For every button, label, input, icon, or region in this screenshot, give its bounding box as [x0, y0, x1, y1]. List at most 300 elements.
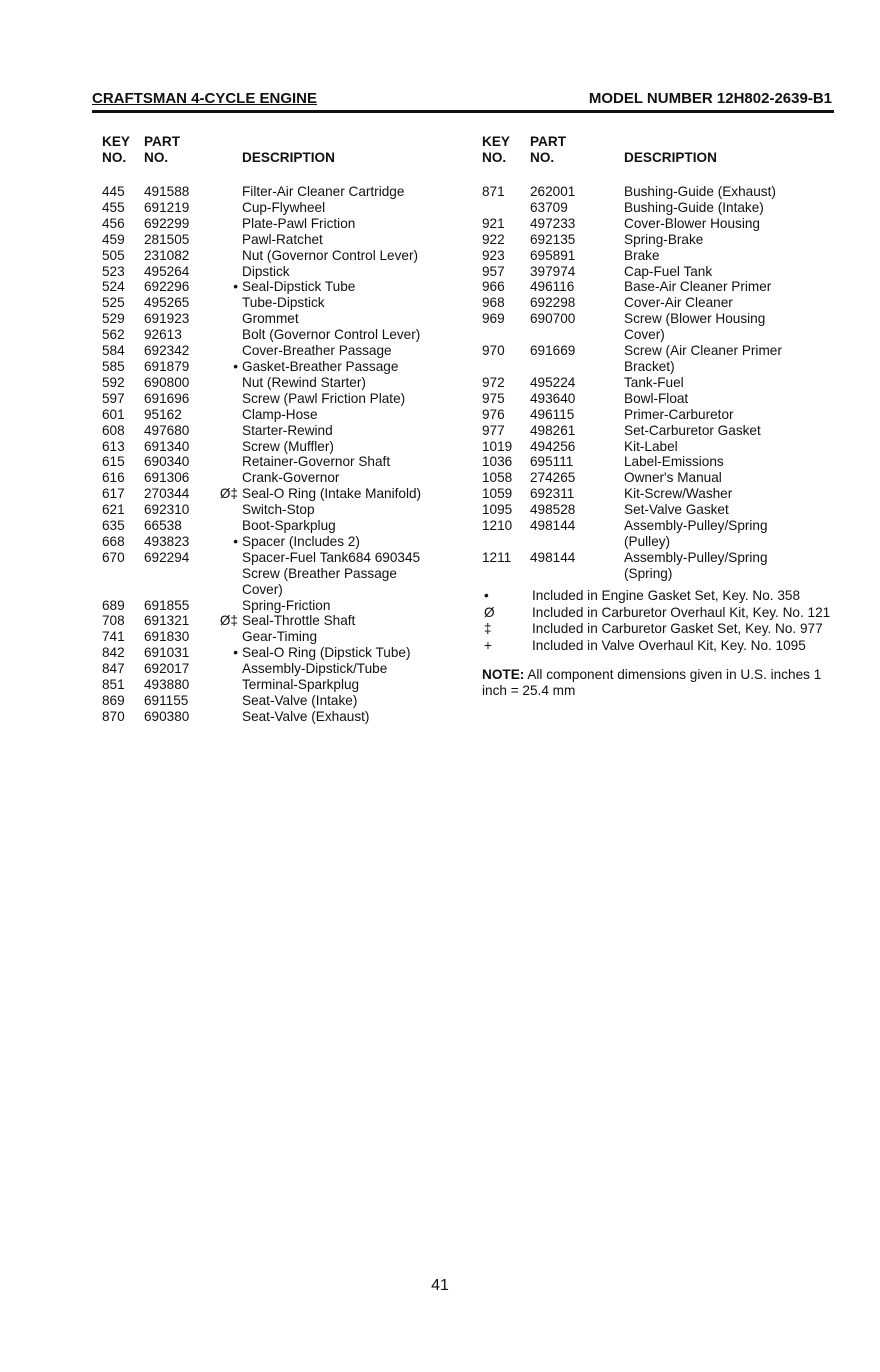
description-line: Screw (Air Cleaner Primer — [624, 343, 782, 359]
part-description — [242, 550, 472, 598]
part-description — [242, 248, 472, 264]
table-row — [482, 518, 842, 550]
key-number: 689 — [102, 597, 125, 613]
key-number: 851 — [102, 677, 125, 693]
description-line: Pawl-Ratchet — [242, 231, 323, 247]
legend-item — [482, 588, 842, 604]
key-number: 977 — [482, 422, 505, 438]
part-number: 695891 — [530, 247, 576, 263]
key-number: 1058 — [482, 470, 513, 486]
key-number: 741 — [102, 629, 125, 645]
part-number: 498144 — [530, 518, 576, 534]
table-row — [482, 264, 842, 280]
kit-marker: • — [233, 533, 238, 549]
column-header — [102, 134, 472, 172]
table-row — [102, 598, 472, 614]
part-number: 692298 — [530, 295, 576, 311]
description-header: DESCRIPTION — [242, 150, 335, 165]
key-header-line1: KEY — [102, 134, 130, 149]
parts-column-left — [102, 134, 472, 725]
part-number: 262001 — [530, 184, 576, 199]
part-description — [242, 327, 472, 343]
part-description — [242, 407, 472, 423]
description-line: Seal-O Ring (Intake Manifold) — [242, 486, 422, 502]
description-line: Tube-Dipstick — [242, 295, 325, 311]
table-row — [102, 534, 472, 550]
description-line: Grommet — [242, 311, 299, 327]
description-line: Assembly-Pulley/Spring — [624, 518, 768, 534]
part-description — [242, 423, 472, 439]
key-number: 621 — [102, 502, 125, 518]
part-description — [242, 232, 472, 248]
legend-symbol: + — [484, 638, 492, 654]
description-line: (Spring) — [624, 565, 673, 581]
description-line: Cap-Fuel Tank — [624, 263, 713, 279]
table-row — [102, 454, 472, 470]
kit-marker: Ø‡ — [219, 486, 238, 502]
key-header-line2: NO. — [482, 150, 507, 165]
key-number: 445 — [102, 184, 125, 199]
table-row — [102, 613, 472, 629]
key-number: 1059 — [482, 486, 513, 502]
description-line: Tank-Fuel — [624, 374, 684, 390]
part-number: 498261 — [530, 422, 576, 438]
table-row — [482, 200, 842, 216]
key-number: 969 — [482, 311, 505, 327]
description-line: Clamp-Hose — [242, 406, 318, 422]
key-number: 608 — [102, 422, 125, 438]
part-description — [624, 391, 842, 407]
key-number: 670 — [102, 549, 125, 565]
part-number: 493823 — [144, 533, 190, 549]
description-line: Seal-Throttle Shaft — [242, 613, 356, 629]
part-number: 691830 — [144, 629, 190, 645]
table-row — [482, 391, 842, 407]
key-number: 869 — [102, 693, 125, 708]
table-row — [482, 550, 842, 582]
part-number: 231082 — [144, 247, 190, 263]
kit-marker: Ø‡ — [219, 613, 238, 629]
legend-item — [482, 621, 842, 637]
part-header-line1: PART — [530, 134, 566, 149]
legend-text: Included in Engine Gasket Set, Key. No. 358 — [532, 587, 801, 603]
part-number: 498528 — [530, 502, 576, 518]
column-header — [482, 134, 842, 172]
part-description — [242, 295, 472, 311]
description-line: Set-Valve Gasket — [624, 502, 729, 518]
part-description — [242, 693, 472, 709]
key-number: 1036 — [482, 454, 513, 470]
table-row — [102, 693, 472, 709]
description-line: Seat-Valve (Intake) — [242, 693, 358, 708]
legend-item — [482, 638, 842, 654]
part-number: 692342 — [144, 343, 190, 359]
table-row — [482, 502, 842, 518]
part-description — [624, 216, 842, 232]
part-number: 491588 — [144, 184, 190, 199]
key-number: 968 — [482, 295, 505, 311]
part-number: 691855 — [144, 597, 190, 613]
description-line: Bushing-Guide (Exhaust) — [624, 184, 776, 199]
part-number: 691321 — [144, 613, 190, 629]
part-description — [624, 502, 842, 518]
key-number: 972 — [482, 374, 505, 390]
description-line: Spacer-Fuel Tank684 690345 — [242, 549, 421, 565]
table-row — [102, 470, 472, 486]
part-description — [624, 375, 842, 391]
part-number: 692311 — [530, 486, 575, 502]
part-number: 496116 — [530, 279, 575, 295]
kit-marker: • — [233, 645, 238, 661]
part-number: 691031 — [144, 645, 190, 661]
part-number: 691219 — [144, 199, 190, 215]
part-number: 495224 — [530, 374, 576, 390]
description-line: Seal-O Ring (Dipstick Tube) — [242, 645, 411, 661]
note — [482, 667, 842, 699]
key-number: 562 — [102, 327, 125, 343]
part-number: 63709 — [530, 199, 568, 215]
table-row — [102, 439, 472, 455]
legend-text: Included in Valve Overhaul Kit, Key. No. 1095 — [532, 638, 806, 654]
description-line: Assembly-Dipstick/Tube — [242, 661, 388, 677]
part-number: 692017 — [144, 661, 190, 677]
part-number: 690700 — [530, 311, 576, 327]
table-row — [482, 423, 842, 439]
part-description — [242, 343, 472, 359]
part-description — [242, 279, 472, 295]
part-number: 691696 — [144, 390, 190, 406]
key-number: 708 — [102, 613, 125, 629]
part-description — [242, 311, 472, 327]
description-line: Boot-Sparkplug — [242, 518, 336, 534]
table-row — [102, 645, 472, 661]
part-description — [242, 391, 472, 407]
key-number: 456 — [102, 215, 125, 231]
description-line: Set-Carburetor Gasket — [624, 422, 761, 438]
part-number: 692135 — [530, 231, 576, 247]
key-number: 459 — [102, 231, 125, 247]
description-line: Assembly-Pulley/Spring — [624, 549, 768, 565]
part-description — [242, 439, 472, 455]
part-description — [242, 359, 472, 375]
table-row — [102, 375, 472, 391]
description-line: Cup-Flywheel — [242, 199, 326, 215]
part-description — [624, 279, 842, 295]
key-number: 617 — [102, 486, 125, 502]
part-header-line2: NO. — [144, 150, 169, 165]
part-number: 497233 — [530, 215, 576, 231]
table-row — [482, 343, 842, 375]
key-number: 1210 — [482, 518, 513, 534]
part-description — [624, 311, 842, 343]
description-line: Cover-Breather Passage — [242, 343, 392, 359]
table-row — [102, 343, 472, 359]
part-description — [624, 264, 842, 280]
key-number: 592 — [102, 374, 125, 390]
description-line: Label-Emissions — [624, 454, 724, 470]
legend-item — [482, 605, 842, 621]
description-line: Spring-Brake — [624, 231, 704, 247]
description-header: DESCRIPTION — [624, 150, 717, 165]
part-number: 692296 — [144, 279, 190, 295]
key-number: 635 — [102, 518, 125, 534]
part-number: 270344 — [144, 486, 190, 502]
table-row — [102, 502, 472, 518]
part-number: 690380 — [144, 708, 190, 724]
table-row — [102, 216, 472, 232]
description-line: Cover) — [624, 327, 665, 343]
table-row — [102, 518, 472, 534]
table-row — [102, 486, 472, 502]
parts-table-left — [102, 184, 472, 725]
part-number: 691340 — [144, 438, 190, 454]
part-description — [624, 550, 842, 582]
table-row — [102, 327, 472, 343]
key-number: 870 — [102, 708, 125, 724]
note-text: All component dimensions given in U.S. inches 1 inch = 25.4 mm — [482, 667, 822, 699]
header-rule — [92, 110, 834, 113]
legend-text: Included in Carburetor Gasket Set, Key. No. 977 — [532, 621, 823, 637]
description-line: Screw (Blower Housing — [624, 311, 766, 327]
part-description — [242, 264, 472, 280]
table-row — [102, 423, 472, 439]
part-number: 691155 — [144, 693, 189, 708]
part-description — [624, 470, 842, 486]
description-line: Retainer-Governor Shaft — [242, 454, 391, 470]
part-description — [624, 184, 842, 200]
table-row — [482, 375, 842, 391]
table-row — [102, 359, 472, 375]
legend — [482, 588, 842, 655]
part-number: 691879 — [144, 358, 190, 374]
part-number: 695111 — [530, 454, 574, 470]
part-description — [242, 534, 472, 550]
key-number: 525 — [102, 295, 125, 311]
part-description — [624, 232, 842, 248]
table-row — [102, 232, 472, 248]
part-number: 691306 — [144, 470, 190, 486]
table-row — [482, 486, 842, 502]
part-description — [242, 200, 472, 216]
table-row — [482, 295, 842, 311]
part-number: 498144 — [530, 549, 576, 565]
description-line: Bowl-Float — [624, 390, 689, 406]
part-number: 691923 — [144, 311, 190, 327]
table-row — [102, 407, 472, 423]
table-row — [482, 232, 842, 248]
key-number: 613 — [102, 438, 125, 454]
part-number: 66538 — [144, 518, 182, 534]
part-number: 281505 — [144, 231, 190, 247]
description-line: Kit-Screw/Washer — [624, 486, 733, 502]
page-number: 41 — [431, 1277, 449, 1294]
key-number: 601 — [102, 406, 125, 422]
table-row — [482, 311, 842, 343]
key-number: 668 — [102, 533, 125, 549]
key-number: 966 — [482, 279, 505, 295]
description-line: (Pulley) — [624, 533, 671, 549]
key-number: 584 — [102, 343, 125, 359]
description-line: Spring-Friction — [242, 597, 331, 613]
document-title: CRAFTSMAN 4-CYCLE ENGINE — [92, 90, 318, 107]
key-number: 455 — [102, 199, 125, 215]
kit-marker: • — [233, 279, 238, 295]
description-line: Dipstick — [242, 263, 290, 279]
table-row — [482, 407, 842, 423]
part-number: 274265 — [530, 470, 576, 486]
description-line: Primer-Carburetor — [624, 406, 734, 422]
part-description — [242, 613, 472, 629]
key-number: 1095 — [482, 502, 513, 518]
key-number: 529 — [102, 311, 125, 327]
table-row — [102, 677, 472, 693]
description-line: Bracket) — [624, 358, 675, 374]
part-description — [242, 216, 472, 232]
table-row — [482, 439, 842, 455]
part-description — [624, 423, 842, 439]
key-number: 615 — [102, 454, 125, 470]
table-row — [102, 661, 472, 677]
description-line: Seat-Valve (Exhaust) — [242, 708, 370, 724]
part-number: 692310 — [144, 502, 190, 518]
part-description — [242, 629, 472, 645]
description-line: Switch-Stop — [242, 502, 315, 518]
part-description — [242, 184, 472, 200]
description-line: Crank-Governor — [242, 470, 340, 486]
table-row — [102, 248, 472, 264]
description-line: Screw (Breather Passage — [242, 565, 397, 581]
part-header-line1: PART — [144, 134, 180, 149]
description-line: Cover-Air Cleaner — [624, 295, 733, 311]
table-row — [482, 184, 842, 200]
description-line: Starter-Rewind — [242, 422, 333, 438]
description-line: Cover-Blower Housing — [624, 215, 760, 231]
table-row — [102, 311, 472, 327]
part-description — [242, 645, 472, 661]
table-row — [482, 248, 842, 264]
legend-text: Included in Carburetor Overhaul Kit, Key. No. 121 — [532, 604, 831, 620]
part-description — [624, 200, 842, 216]
table-row — [482, 216, 842, 232]
part-description — [242, 661, 472, 677]
part-header-line2: NO. — [530, 150, 555, 165]
table-row — [482, 470, 842, 486]
description-line: Bushing-Guide (Intake) — [624, 199, 764, 215]
part-number: 692299 — [144, 215, 190, 231]
description-line: Spacer (Includes 2) — [242, 533, 360, 549]
part-description — [242, 709, 472, 725]
note-label: NOTE: — [482, 667, 525, 683]
parts-table-right — [482, 184, 842, 582]
key-number: 976 — [482, 406, 505, 422]
part-number: 493640 — [530, 390, 576, 406]
description-line: Gear-Timing — [242, 629, 318, 645]
legend-symbol: ‡ — [484, 621, 492, 637]
part-description — [242, 598, 472, 614]
key-number: 871 — [482, 184, 505, 199]
legend-symbol: • — [484, 587, 489, 603]
part-description — [624, 248, 842, 264]
key-header-line2: NO. — [102, 150, 127, 165]
table-row — [102, 709, 472, 725]
kit-marker: • — [233, 358, 238, 374]
description-line: Seal-Dipstick Tube — [242, 279, 356, 295]
description-line: Screw (Muffler) — [242, 438, 334, 454]
part-description — [624, 407, 842, 423]
part-number: 496115 — [530, 406, 575, 422]
page-header — [92, 86, 834, 116]
description-line: Cover) — [242, 581, 283, 597]
key-number: 616 — [102, 470, 125, 486]
table-row — [102, 629, 472, 645]
table-row — [102, 184, 472, 200]
parts-column-right — [482, 134, 842, 699]
part-description — [624, 454, 842, 470]
part-number: 690340 — [144, 454, 190, 470]
part-description — [624, 343, 842, 375]
key-number: 523 — [102, 263, 125, 279]
part-description — [624, 486, 842, 502]
key-number: 1019 — [482, 438, 513, 454]
table-row — [102, 295, 472, 311]
key-number: 505 — [102, 247, 125, 263]
key-number: 585 — [102, 358, 125, 374]
table-row — [102, 550, 472, 598]
description-line: Filter-Air Cleaner Cartridge — [242, 184, 405, 199]
part-description — [242, 677, 472, 693]
part-description — [242, 375, 472, 391]
table-row — [482, 279, 842, 295]
part-description — [624, 518, 842, 550]
part-description — [242, 502, 472, 518]
part-number: 692294 — [144, 549, 190, 565]
part-number: 495264 — [144, 263, 190, 279]
part-number: 92613 — [144, 327, 182, 343]
part-number: 494256 — [530, 438, 576, 454]
part-number: 95162 — [144, 406, 182, 422]
key-number: 597 — [102, 390, 125, 406]
key-number: 1211 — [482, 549, 512, 565]
description-line: Terminal-Sparkplug — [242, 677, 360, 693]
description-line: Nut (Rewind Starter) — [242, 374, 366, 390]
description-line: Nut (Governor Control Lever) — [242, 247, 419, 263]
description-line: Plate-Pawl Friction — [242, 215, 356, 231]
part-number: 690800 — [144, 374, 190, 390]
legend-symbol: Ø — [484, 604, 495, 620]
description-line: Owner's Manual — [624, 470, 722, 486]
table-row — [482, 454, 842, 470]
part-number: 493880 — [144, 677, 190, 693]
key-number: 975 — [482, 390, 505, 406]
key-number: 970 — [482, 343, 505, 359]
key-number: 921 — [482, 215, 505, 231]
description-line: Screw (Pawl Friction Plate) — [242, 390, 406, 406]
key-number: 847 — [102, 661, 125, 677]
part-description — [624, 295, 842, 311]
part-number: 497680 — [144, 422, 190, 438]
part-description — [242, 470, 472, 486]
description-line: Brake — [624, 247, 660, 263]
part-number: 397974 — [530, 263, 576, 279]
table-row — [102, 391, 472, 407]
part-number: 495265 — [144, 295, 190, 311]
key-number: 524 — [102, 279, 125, 295]
description-line: Base-Air Cleaner Primer — [624, 279, 772, 295]
table-row — [102, 279, 472, 295]
part-description — [242, 454, 472, 470]
description-line: Kit-Label — [624, 438, 678, 454]
part-description — [242, 518, 472, 534]
